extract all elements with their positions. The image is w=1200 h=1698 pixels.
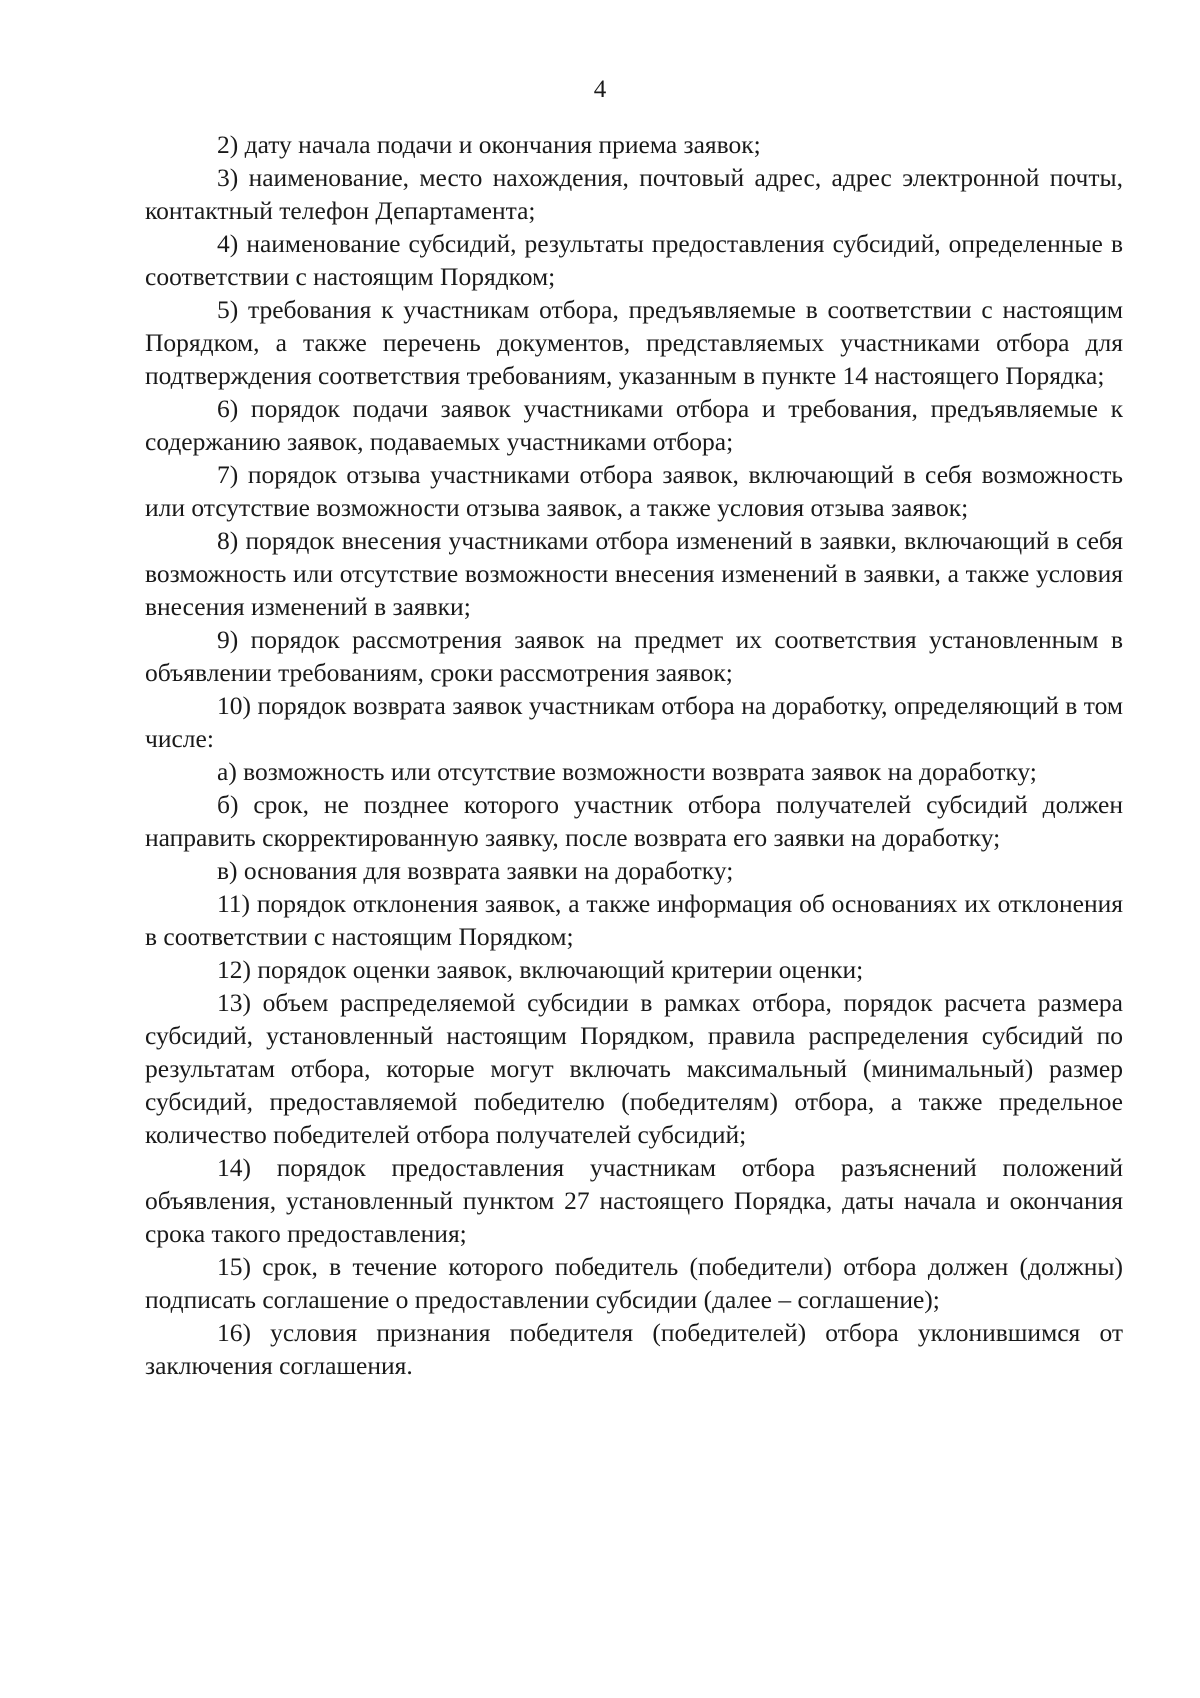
list-item-12: 12) порядок оценки заявок, включающий критерии оценки; <box>217 955 864 984</box>
sub-item-a: а) возможность или отсутствие возможности возврата заявок на доработку; <box>217 757 1037 786</box>
list-item-16: 16) условия признания победителя (победителей) отбора уклонившимся от заключения соглашения. <box>145 1318 1123 1380</box>
list-item-5: 5) требования к участникам отбора, предъявляемые в соответствии с настоящим Порядком, а также перечень документов, представляемых участниками отбора для подтверждения соответствия требованиям, указанным в пункте 14 настоящего Порядка; <box>145 295 1123 390</box>
list-item-8: 8) порядок внесения участниками отбора изменений в заявки, включающий в себя возможность или отсутствие возможности внесения изменений в заявки, а также условия внесения изменений в заявки; <box>145 526 1123 621</box>
list-item-15: 15) срок, в течение которого победитель (победители) отбора должен (должны) подписать соглашение о предоставлении субсидии (далее – соглашение); <box>145 1252 1123 1314</box>
list-item-13: 13) объем распределяемой субсидии в рамках отбора, порядок расчета размера субсидий, установленный настоящим Порядком, правила распределения субсидий по результатам отбора, которые могут включать максимальный (минимальный) размер субсидий, предоставляемой победителю (победителям) отбора, а также предельное количество победителей отбора получателей субсидий; <box>145 988 1123 1149</box>
sub-item-b: б) срок, не позднее которого участник отбора получателей субсидий должен направить скорректированную заявку, после возврата его заявки на доработку; <box>145 790 1123 852</box>
list-item-11: 11) порядок отклонения заявок, а также информация об основаниях их отклонения в соответствии с настоящим Порядком; <box>145 889 1123 951</box>
list-item-2: 2) дату начала подачи и окончания приема заявок; <box>217 130 761 159</box>
sub-item-v: в) основания для возврата заявки на доработку; <box>217 856 734 885</box>
list-item-9: 9) порядок рассмотрения заявок на предмет их соответствия установленным в объявлении требованиям, сроки рассмотрения заявок; <box>145 625 1123 687</box>
list-item-4: 4) наименование субсидий, результаты предоставления субсидий, определенные в соответствии с настоящим Порядком; <box>145 229 1123 291</box>
document-body <box>145 128 1123 1382</box>
list-item-14: 14) порядок предоставления участникам отбора разъяснений положений объявления, установленный пунктом 27 настоящего Порядка, даты начала и окончания срока такого предоставления; <box>145 1153 1123 1248</box>
page-number: 4 <box>593 76 607 103</box>
list-item-7: 7) порядок отзыва участниками отбора заявок, включающий в себя возможность или отсутствие возможности отзыва заявок, а также условия отзыва заявок; <box>145 460 1123 522</box>
list-item-10: 10) порядок возврата заявок участникам отбора на доработку, определяющий в том числе: <box>145 691 1123 753</box>
list-item-3: 3) наименование, место нахождения, почтовый адрес, адрес электронной почты, контактный телефон Департамента; <box>145 163 1123 225</box>
list-item-6: 6) порядок подачи заявок участниками отбора и требования, предъявляемые к содержанию заявок, подаваемых участниками отбора; <box>145 394 1123 456</box>
